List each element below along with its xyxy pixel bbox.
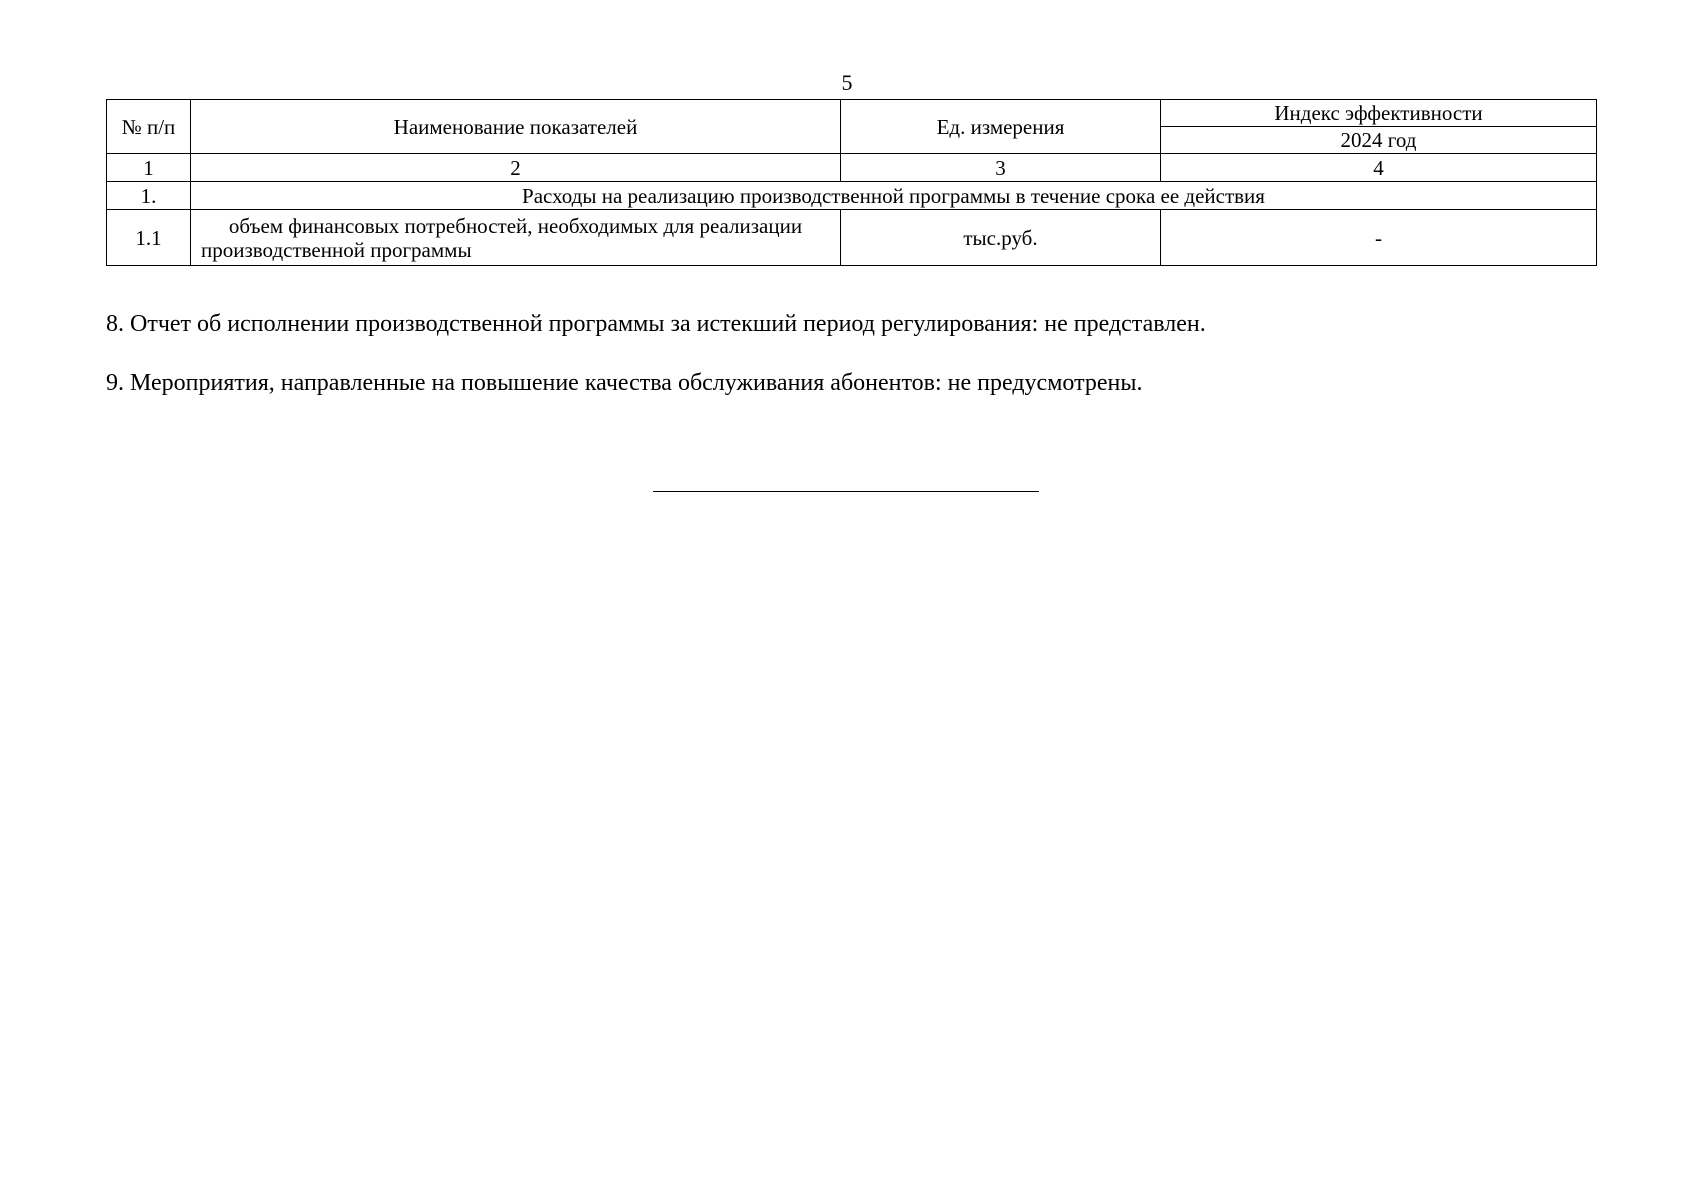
- end-divider: [653, 491, 1039, 492]
- section-title: Расходы на реализацию производственной программы в течение срока ее действия: [191, 182, 1597, 210]
- table-row: [107, 210, 1597, 266]
- section-row: [107, 182, 1597, 210]
- column-number-row: [107, 154, 1597, 182]
- row-value: -: [1161, 210, 1597, 266]
- row-unit: тыс.руб.: [841, 210, 1161, 266]
- header-index-group: Индекс эффективности: [1161, 100, 1597, 127]
- header-name: Наименование показателей: [191, 100, 841, 154]
- column-number: 1: [107, 154, 191, 182]
- header-unit: Ед. измерения: [841, 100, 1161, 154]
- row-num: 1.1: [107, 210, 191, 266]
- row-name: объем финансовых потребностей, необходимых для реализации производственной программы: [191, 210, 841, 266]
- column-number: 2: [191, 154, 841, 182]
- table-header-row: [107, 100, 1597, 127]
- column-number: 4: [1161, 154, 1597, 182]
- header-num: № п/п: [107, 100, 191, 154]
- page-number: 5: [841, 70, 853, 95]
- paragraph-report: 8. Отчет об исполнении производственной программы за истекший период регулирования: не представлен.: [106, 311, 1206, 337]
- indicators-table: [106, 99, 1597, 266]
- paragraph-measures: 9. Мероприятия, направленные на повышение качества обслуживания абонентов: не предусмотрены.: [106, 370, 1143, 396]
- header-year: 2024 год: [1161, 127, 1597, 154]
- column-number: 3: [841, 154, 1161, 182]
- section-num: 1.: [107, 182, 191, 210]
